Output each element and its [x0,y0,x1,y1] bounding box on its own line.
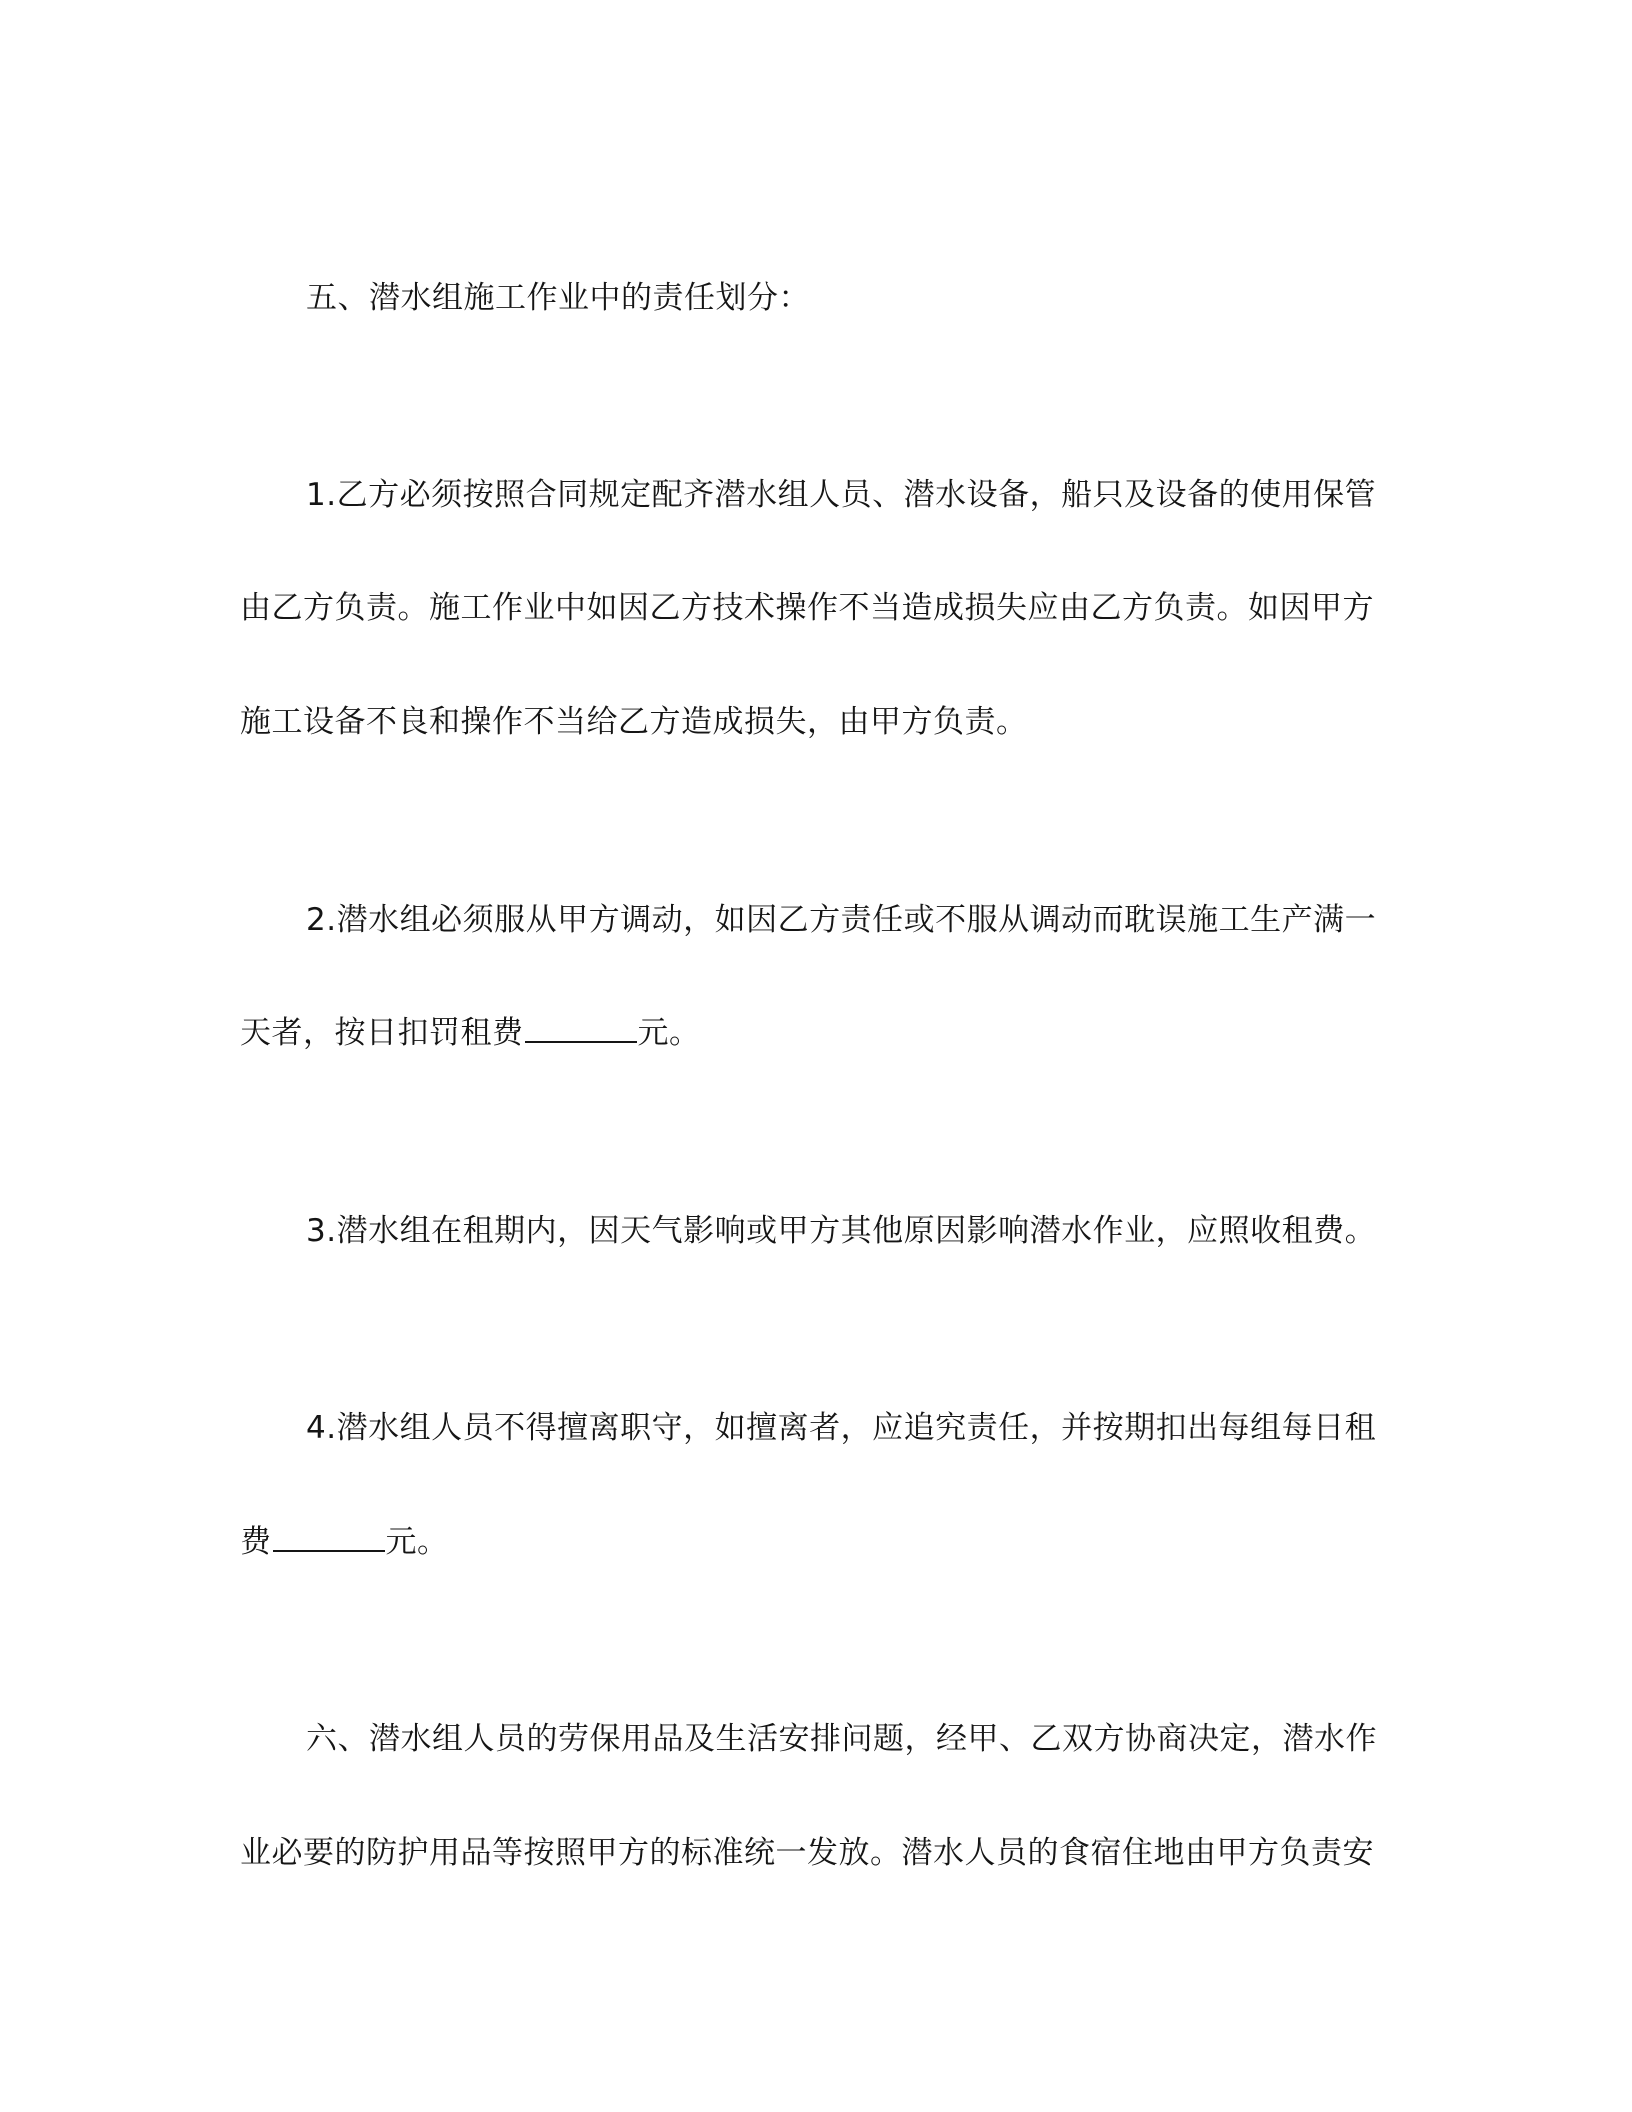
item-2-line-1: 2.潜水组必须服从甲方调动，如因乙方责任或不服从调动而耽误施工生产满一 [306,902,1377,938]
fill-in-blank-daily-fine[interactable] [525,1013,637,1043]
item-2-line-2-text-after: 元。 [637,1015,701,1051]
fill-in-blank-group-daily-fee[interactable] [273,1522,385,1552]
item-4-line-2 [240,1522,1390,1562]
item-3-line-1: 3.潜水组在租期内，因天气影响或甲方其他原因影响潜水作业，应照收租费。 [306,1213,1377,1249]
item-4-line-2-text-before: 费 [240,1524,272,1560]
section-6-line-1: 六、潜水组人员的劳保用品及生活安排问题，经甲、乙双方协商决定，潜水作 [306,1721,1377,1757]
section-6-line-2: 业必要的防护用品等按照甲方的标准统一发放。潜水人员的食宿住地由甲方负责安 [240,1835,1374,1871]
section-5-heading: 五、潜水组施工作业中的责任划分： [306,280,810,316]
item-1-line-1: 1.乙方必须按照合同规定配齐潜水组人员、潜水设备，船只及设备的使用保管 [306,477,1377,513]
item-2-line-2 [240,1013,1390,1053]
item-4-line-1: 4.潜水组人员不得擅离职守，如擅离者，应追究责任，并按期扣出每组每日租 [306,1410,1377,1446]
item-1-line-2: 由乙方负责。施工作业中如因乙方技术操作不当造成损失应由乙方负责。如因甲方 [240,590,1374,626]
item-4-line-2-text-after: 元。 [385,1524,449,1560]
item-2-line-2-text-before: 天者，按日扣罚租费 [240,1015,524,1051]
item-1-line-3: 施工设备不良和操作不当给乙方造成损失，由甲方负责。 [240,704,1028,740]
